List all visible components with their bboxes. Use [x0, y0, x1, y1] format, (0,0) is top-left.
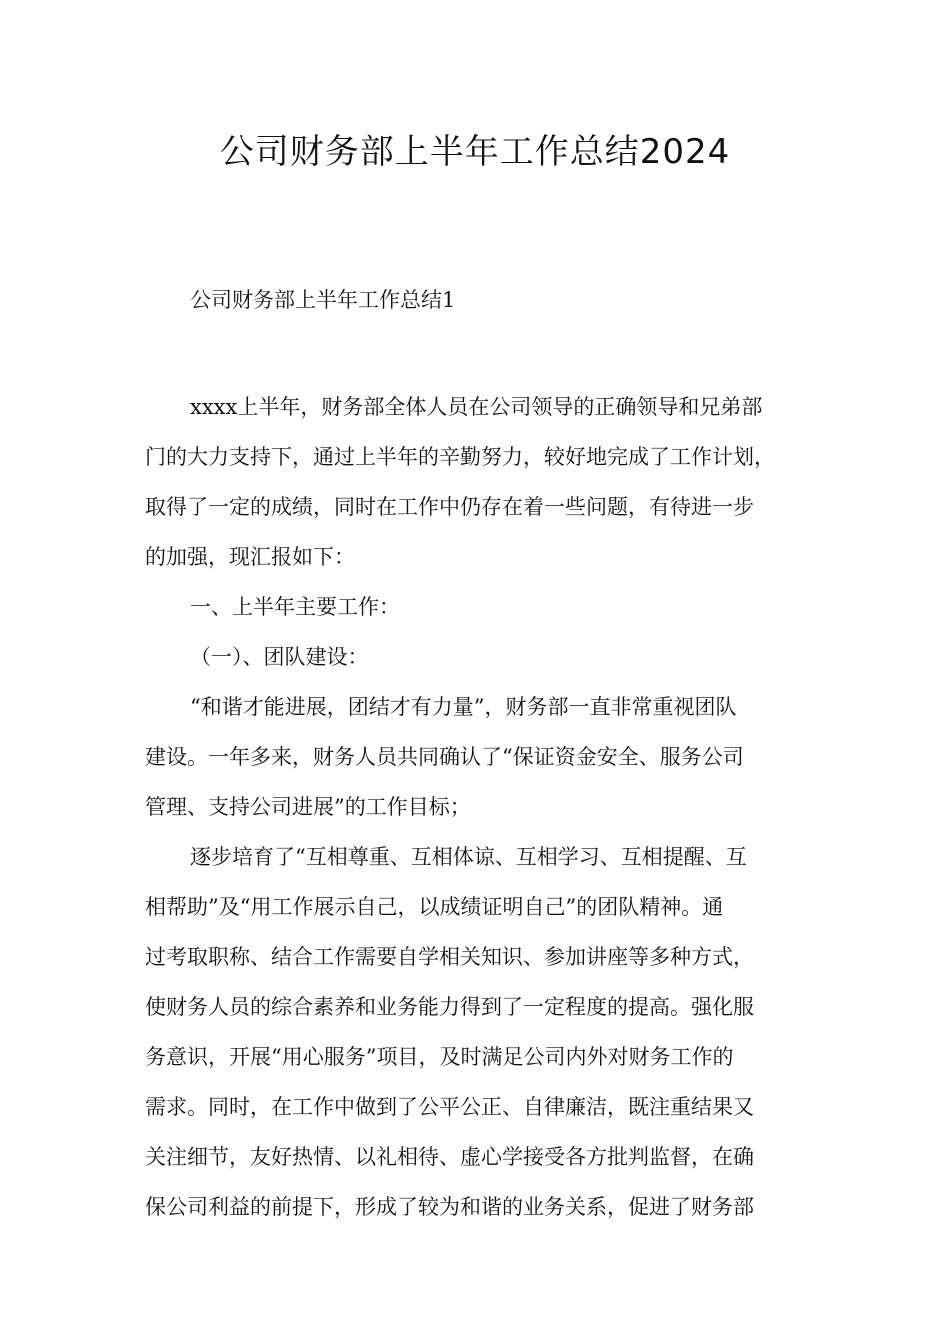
document-body — [145, 382, 815, 1232]
document-title: 公司财务部上半年工作总结2024 — [219, 132, 731, 172]
paragraph-line: 关注细节，友好热情、以礼相待、虚心学接受各方批判监督，在确 — [145, 1145, 754, 1169]
paragraph-line: 使财务人员的综合素养和业务能力得到了一定程度的提高。强化服 — [145, 995, 754, 1019]
paragraph-line: 的加强，现汇报如下： — [145, 545, 355, 569]
subsection-heading: （一）、团队建设： — [190, 645, 369, 669]
section-heading: 一、上半年主要工作： — [190, 595, 400, 619]
paragraph-line: 管理、支持公司进展”的工作目标； — [145, 795, 471, 819]
paragraph-line: 保公司利益的前提下，形成了较为和谐的业务关系，促进了财务部 — [145, 1195, 754, 1219]
paragraph-line: 逐步培育了“互相尊重、互相体谅、互相学习、互相提醒、互 — [190, 845, 747, 869]
section-subtitle: 公司财务部上半年工作总结1 — [190, 288, 456, 312]
paragraph-line: 相帮助”及“用工作展示自己，以成绩证明自己”的团队精神。通 — [145, 895, 724, 919]
paragraph-line: 取得了一定的成绩，同时在工作中仍存在着一些问题，有待进一步 — [145, 495, 754, 519]
paragraph-line: 务意识，开展“用心服务”项目，及时满足公司内外对财务工作的 — [145, 1045, 734, 1069]
paragraph-line: 建设。一年多来，财务人员共同确认了“保证资金安全、服务公司 — [145, 745, 744, 769]
paragraph-line: xxxx上半年，财务部全体人员在公司领导的正确领导和兄弟部 — [190, 395, 763, 419]
paragraph-line: 需求。同时，在工作中做到了公平公正、自律廉洁，既注重结果又 — [145, 1095, 754, 1119]
paragraph-line: 过考取职称、结合工作需要自学相关知识、参加讲座等多种方式， — [145, 945, 754, 969]
paragraph-line: “和谐才能进展，团结才有力量”，财务部一直非常重视团队 — [190, 695, 737, 719]
paragraph-line: 门的大力支持下，通过上半年的辛勤努力，较好地完成了工作计划， — [145, 445, 775, 469]
